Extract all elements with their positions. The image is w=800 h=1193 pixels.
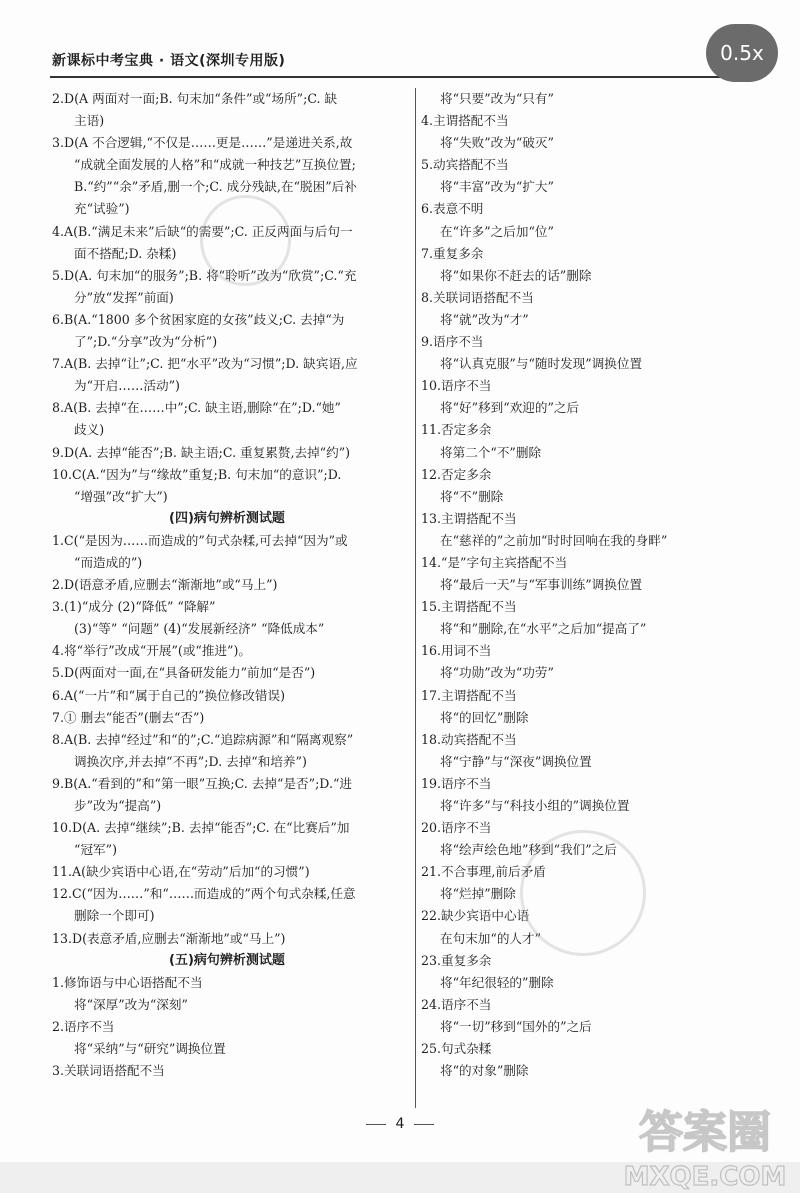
answer-line: 10.语序不当 [421, 378, 492, 394]
answer-line: 将“烂掉”删除 [440, 886, 516, 902]
answer-line: 在“慈祥的”之前加“时时回响在我的身畔” [440, 532, 668, 548]
answer-line: 7.① 删去“能否”(删去“否”) [52, 709, 205, 725]
answer-line: 4.主谓搭配不当 [421, 113, 509, 129]
answer-line: 将“丰富”改为“扩大” [440, 179, 554, 195]
answer-line: 10.D(A. 去掉“继续”;B. 去掉“能否”;C. 在“比赛后”加 [52, 820, 350, 836]
answer-line: 22.缺少宾语中心语 [421, 908, 530, 924]
answer-line: 18.动宾搭配不当 [421, 731, 517, 747]
answer-line: 1.C(“是因为……而造成的”句式杂糅,可去掉“因为”或 [52, 532, 348, 548]
answer-line: 将“功勋”改为“功劳” [440, 665, 554, 681]
answer-line: 将“的对象”删除 [440, 1063, 529, 1079]
footer-dash-right [414, 1124, 434, 1125]
answer-line: 3.(1)“成分 (2)“降低” “降解” [52, 599, 216, 615]
answer-line: 15.主谓搭配不当 [421, 599, 517, 615]
header-rule [50, 76, 750, 78]
answer-line: 歧义) [74, 422, 105, 438]
answer-line: 6.B(A.“1800 多个贫困家庭的女孩”歧义;C. 去掉“为 [52, 311, 345, 327]
answer-line: 4.A(B.“满足未来”后缺“的需要”;C. 正反两面与后句一 [52, 223, 353, 239]
answer-line: “而造成的”) [74, 554, 143, 570]
answer-line: 将“采纳”与“研究”调换位置 [74, 1041, 226, 1057]
answer-line: 8.关联词语搭配不当 [421, 289, 534, 305]
answer-line: 为“开启……活动”) [74, 378, 180, 394]
answer-line: 将“最后一天”与“军事训练”调换位置 [440, 577, 643, 593]
book-title: 新课标中考宝典 · 语文(深圳专用版) [52, 53, 286, 69]
watermark-site-text: MXQE.COM [623, 1162, 787, 1192]
answer-line: 14.“是”字句主宾搭配不当 [421, 554, 568, 570]
column-divider [415, 88, 416, 1108]
answer-line: 19.语序不当 [421, 775, 492, 791]
answer-line: 13.D(表意矛盾,应删去“渐渐地”或“马上”) [52, 930, 286, 946]
section-heading: (四)病句辨析测试题 [169, 510, 285, 526]
answer-line: 11.A(缺少宾语中心语,在“劳动”后加“的习惯”) [52, 864, 310, 880]
watermark-stamp-bottom [520, 830, 646, 956]
answer-line: 充“试验”) [74, 201, 130, 217]
answer-line: 6.A(“一片”和“属于自己的”换位修改错误) [52, 687, 286, 703]
watermark-logo [610, 1095, 800, 1193]
page-number: 4 [395, 1116, 405, 1132]
answer-line: 13.主谓搭配不当 [421, 510, 517, 526]
answer-line: 将“失败”改为“破灭” [440, 135, 554, 151]
answer-line: 3.关联词语搭配不当 [52, 1063, 165, 1079]
answer-line: 在“许多”之后加“位” [440, 223, 554, 239]
answer-line: 4.将“举行”改成“开展”(或“推进”)。 [52, 643, 252, 659]
answer-line: 16.用词不当 [421, 643, 492, 659]
answer-line: 将“宁静”与“深夜”调换位置 [440, 753, 592, 769]
answer-line: 2.D(语意矛盾,应删去“渐渐地”或“马上”) [52, 577, 278, 593]
answer-line: 将第二个“不”删除 [440, 444, 542, 460]
answer-line: 11.否定多余 [421, 422, 492, 438]
answer-line: 9.B(A.“看到的”和“第一眼”互换;C. 去掉“是否”;D.“进 [52, 775, 352, 791]
answer-line: 8.A(B. 去掉“在……中”;C. 缺主语,删除“在”;D.“她” [52, 400, 341, 416]
answer-line: 删除一个即可) [74, 908, 155, 924]
answer-line: 9.D(A. 去掉“能否”;B. 缺主语;C. 重复累赘,去掉“约”) [52, 444, 351, 460]
answer-line: 将“的回忆”删除 [440, 709, 529, 725]
answer-line: 2.D(A 两面对一面;B. 句末加“条件”或“场所”;C. 缺 [52, 91, 338, 106]
answer-line: 将“好”移到“欢迎的”之后 [440, 400, 580, 416]
answer-line: 17.主谓搭配不当 [421, 687, 517, 703]
answer-line: 6.表意不明 [421, 201, 484, 217]
answer-line: “增强”改“扩大”) [74, 488, 168, 504]
answer-line: 将“不”删除 [440, 488, 504, 504]
answer-line: 25.句式杂糅 [421, 1041, 492, 1057]
answer-line: 10.C(A.“因为”与“缘故”重复;B. 句末加“的意识”;D. [52, 466, 342, 482]
answer-line: 9.语序不当 [421, 334, 484, 350]
answer-line: 5.D(两面对一面,在“具备研发能力”前加“是否”) [52, 665, 316, 681]
answer-line: 20.语序不当 [421, 820, 492, 836]
answer-line: 12.否定多余 [421, 466, 492, 482]
answer-line: 1.修饰语与中心语搭配不当 [52, 974, 203, 990]
answer-line: 步”改为“提高”) [74, 798, 162, 813]
answer-line: 将“年纪很轻的”删除 [440, 974, 554, 990]
answer-line: “成就全面发展的人格”和“成就一种技艺”互换位置; [74, 157, 356, 173]
watermark-logo-text: 答案圈 [639, 1107, 771, 1158]
answer-line: B.“约”“余”矛盾,删一个;C. 成分残缺,在“脱困”后补 [74, 179, 357, 195]
answer-line: “冠军”) [74, 842, 117, 858]
answer-line: 23.重复多余 [421, 952, 492, 968]
zoom-level-badge[interactable]: 0.5x [706, 24, 778, 82]
answer-line: 8.A(B. 去掉“经过”和“的”;C.“追踪病源”和“隔离观察” [52, 731, 354, 747]
answer-line: 将“就”改为“才” [440, 311, 529, 327]
answer-line: 24.语序不当 [421, 996, 492, 1012]
answer-line: 5.动宾搭配不当 [421, 157, 509, 173]
answer-line: 21.不合事理,前后矛盾 [421, 864, 546, 880]
answer-line: 将“和”删除,在“水平”之后加“提高了” [440, 621, 647, 637]
answer-line: 将“如果你不赶去的话”删除 [440, 267, 592, 283]
answer-line: 将“深厚”改为“深刻” [74, 996, 188, 1012]
answer-line: 了”;D.“分享”改为“分析”) [74, 334, 218, 350]
answer-line: (3)“等” “问题” (4)“发展新经济” “降低成本” [74, 621, 325, 637]
answer-line: 12.C(“因为……”和“……而造成的”两个句式杂糅,任意 [52, 886, 356, 902]
watermark-stamp-top [200, 195, 291, 286]
answer-line: 将“只要”改为“只有” [440, 91, 554, 106]
answer-line: 7.A(B. 去掉“让”;C. 把“水平”改为“习惯”;D. 缺宾语,应 [52, 356, 358, 372]
answer-line: 分”放“发挥”前面) [74, 289, 174, 305]
answer-line: 主语) [74, 113, 105, 129]
section-heading: (五)病句辨析测试题 [169, 952, 285, 968]
answer-line: 在句末加“的人才” [440, 930, 542, 946]
answer-line: 调换次序,并去掉“不再”;D. 去掉“和培养”) [74, 753, 307, 769]
answer-line: 将“一切”移到“国外的”之后 [440, 1018, 592, 1034]
answer-line: 2.语序不当 [52, 1018, 115, 1034]
answer-line: 5.D(A. 句末加“的服务”;B. 将“聆听”改为“欣赏”;C.“充 [52, 267, 357, 283]
answer-line: 将“绘声绘色地”移到“我们”之后 [440, 842, 617, 858]
answer-line: 将“许多”与“科技小组的”调换位置 [440, 798, 630, 813]
page-header [0, 0, 800, 82]
footer-dash-left [366, 1124, 386, 1125]
answer-line: 面不搭配;D. 杂糅) [74, 245, 177, 261]
answer-line: 3.D(A 不合逻辑,“不仅是……更是……”是递进关系,故 [52, 135, 353, 151]
answer-line: 7.重复多余 [421, 245, 484, 261]
answer-line: 将“认真克服”与“随时发现”调换位置 [440, 356, 643, 372]
